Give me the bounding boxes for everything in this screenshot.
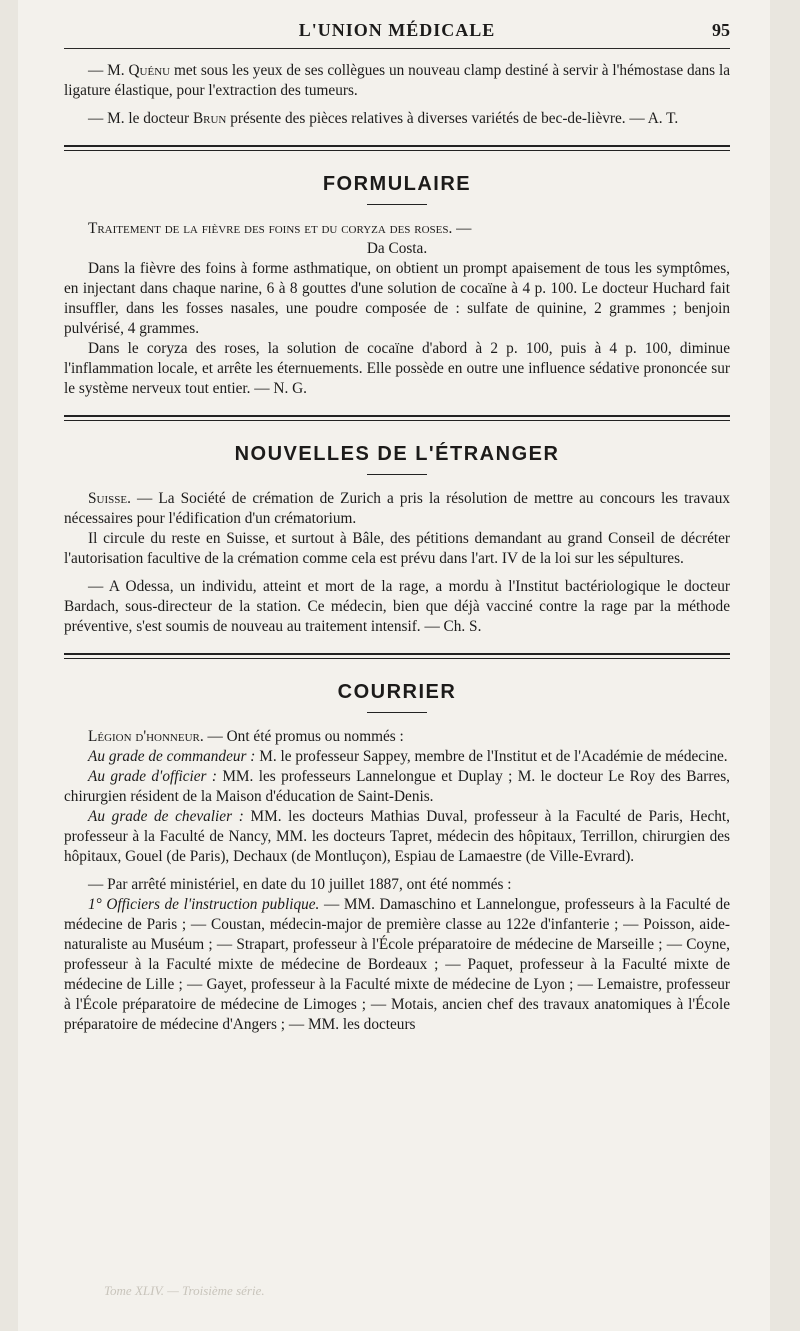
section-title-courrier: COURRIER: [337, 681, 457, 703]
intro-paragraph-quenu: — M. Quénu met sous les yeux de ses collègues un nouveau clamp destiné à servir à l'hémostase dans la ligature élastique, pour l'extraction des tumeurs.: [64, 62, 730, 99]
etranger-paragraph-suisse: Suisse. — La Société de crémation de Zurich a pris la résolution de mettre au concours les travaux nécessaires pour l'édification d'un crématorium.: [64, 490, 730, 527]
running-title: L'UNION MÉDICALE: [298, 20, 496, 40]
courrier-officier: Au grade d'officier : MM. les professeurs Lannelongue et Duplay ; M. le docteur Le Roy des Barres, chirurgien résident de la Maison d'éducation de Saint-Denis.: [64, 768, 730, 805]
section-divider: [64, 653, 730, 659]
courrier-arrete: — Par arrêté ministériel, en date du 10 juillet 1887, ont été nommés :: [88, 876, 512, 893]
intro-paragraph-brun: — M. le docteur Brun présente des pièces relatives à diverses variétés de bec-de-lièvre. — A. T.: [88, 110, 679, 127]
etranger-paragraph-odessa: — A Odessa, un individu, atteint et mort de la rage, a mordu à l'Institut bactériologique le docteur Bardach, sous-directeur de la station. Ce médecin, bien que déjà vacciné contre la rage par la méthode préventive, s'est soumis de nouveau au traitement intensif. — Ch. S.: [64, 578, 730, 635]
title-underline: [367, 204, 427, 205]
section-title-formulaire: FORMULAIRE: [322, 173, 472, 195]
courrier-chevalier: Au grade de chevalier : MM. les docteurs Mathias Duval, professeur à la Faculté de Paris, Hecht, professeur à la Faculté de Nancy, MM. les docteurs Tapret, médecin des hôpitaux, Terrillon, chirurgien des hôpitaux, Gouel (de Paris), Dechaux (de Montluçon), Espiau de Lamaestre (de Ville-Evrard).: [64, 808, 730, 865]
label-legion-honneur: Légion d'honneur.: [88, 728, 204, 745]
surname-quenu: Quénu: [128, 62, 171, 79]
page-header: [64, 20, 730, 49]
title-underline: [367, 474, 427, 475]
page-number: 95: [712, 20, 730, 40]
label-suisse: Suisse.: [88, 490, 131, 507]
section-divider: [64, 415, 730, 421]
courrier-commandeur: Au grade de commandeur : M. le professeur Sappey, membre de l'Institut et de l'Académie de médecine.: [88, 748, 728, 765]
formulaire-heading: Traitement de la fièvre des foins et du coryza des roses. —: [88, 220, 472, 237]
formulaire-paragraph-1: Dans la fièvre des foins à forme asthmatique, on obtient un prompt apaisement de tous les symptômes, en injectant dans chaque narine, 6 à 8 gouttes d'une solution de cocaïne à 4 p. 100. Le docteur Huchard fait insuffler, dans les fosses nasales, une poudre composée de : sulfate de quinine, 2 grammes ; benjoin pulvérisé, 4 grammes.: [64, 260, 730, 337]
section-title-etranger: NOUVELLES DE L'ÉTRANGER: [234, 443, 560, 465]
section-divider: [64, 145, 730, 151]
surname-brun: Brun: [192, 110, 227, 127]
document-page: [18, 0, 770, 1331]
courrier-officiers-instruction: 1° Officiers de l'instruction publique. — MM. Damaschino et Lannelongue, professeurs à la Faculté de médecine de Paris ; — Coustan, médecin-major de première classe au 122e d'infanterie ; — Poisson, aide-naturaliste au Muséum ; — Strapart, professeur à l'École préparatoire de médecine de Marseille ; — Coyne, professeur à la Faculté mixte de médecine de Bordeaux ; — Paquet, professeur à la Faculté mixte de médecine de Lille ; — Gayet, professeur à la Faculté mixte de médecine de Lyon ; — Lemaistre, professeur à l'École préparatoire de médecine de Limoges ; — Motais, ancien chef des travaux anatomiques à l'École préparatoire de médecine d'Angers ; — MM. les docteurs: [64, 896, 731, 1033]
faded-volume-line: Tome XLIV. — Troisième série.: [104, 1283, 265, 1298]
formulaire-author: Da Costa.: [366, 240, 428, 257]
formulaire-paragraph-2: Dans le coryza des roses, la solution de cocaïne d'abord à 2 p. 100, puis à 4 p. 100, diminue l'inflammation locale, et arrête les éternuements. Elle possède en outre une influence sédative prononcée sur le système nerveux tout entier. — N. G.: [64, 340, 730, 397]
title-underline: [367, 712, 427, 713]
courrier-legion-honneur: Légion d'honneur. — Ont été promus ou nommés :: [88, 728, 404, 745]
etranger-paragraph-bale: Il circule du reste en Suisse, et surtout à Bâle, des pétitions demandant au grand Conseil de décréter l'autorisation facultive de la crémation comme cela est prévu dans l'art. IV de la loi sur les sépultures.: [64, 530, 730, 567]
